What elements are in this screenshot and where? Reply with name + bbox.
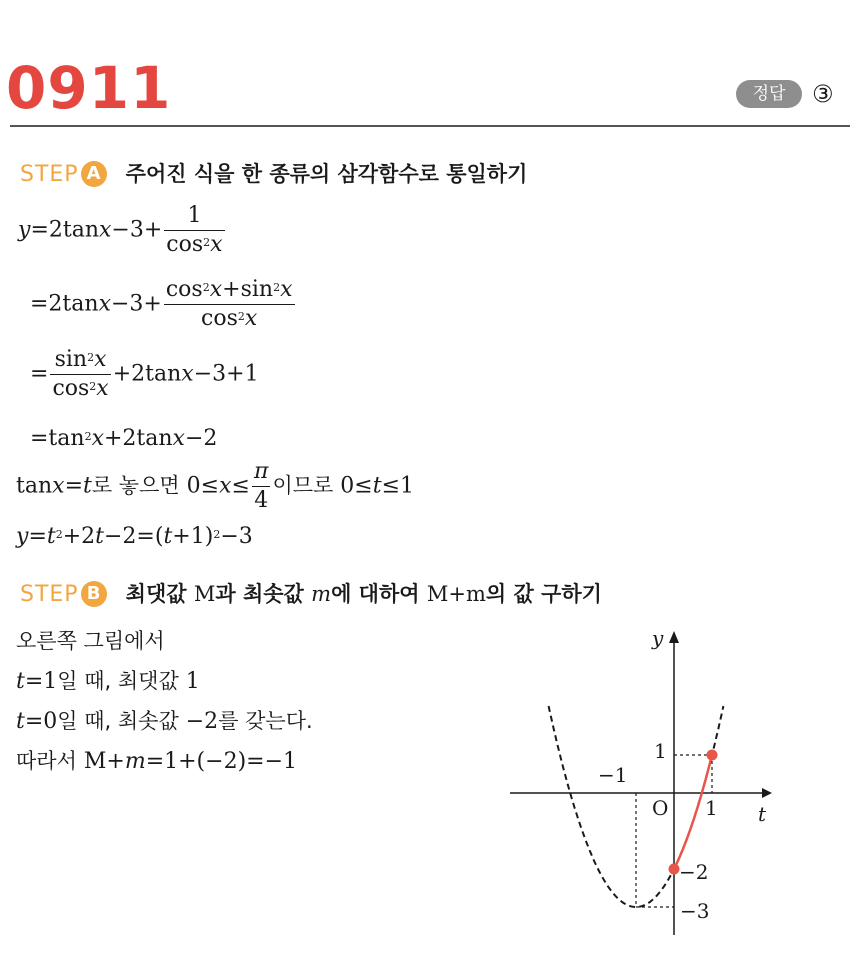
endpoint-max-dot bbox=[707, 750, 718, 761]
step-b-line-1: 오른쪽 그림에서 bbox=[16, 629, 165, 653]
step-a-label: STEP bbox=[20, 162, 79, 187]
tick-label-yneg3: −3 bbox=[680, 899, 710, 923]
step-b-title-M: M bbox=[193, 582, 216, 606]
step-b-heading bbox=[20, 578, 602, 611]
step-b-title-suffix: 의 값 구하기 bbox=[485, 582, 602, 606]
y-axis-arrow bbox=[669, 631, 679, 643]
step-b-label: STEP bbox=[20, 582, 79, 607]
tick-label-yneg2: −2 bbox=[679, 860, 709, 884]
step-a-letter: A bbox=[81, 161, 107, 187]
equation-line-3: = $\frac{\sin^2x}{\cos^2x}$ +2tanx−3+1 bbox=[30, 347, 259, 401]
step-b-title-expr: M+m bbox=[426, 582, 486, 606]
imeuro-text: 이므로 bbox=[272, 473, 334, 498]
step-b-title-mid2: 에 대하여 bbox=[331, 582, 427, 606]
step-b-title-m: m bbox=[311, 582, 332, 606]
step-b-title-prefix: 최댓값 bbox=[125, 582, 194, 606]
tick-label-neg1: −1 bbox=[598, 763, 628, 787]
step-a-heading bbox=[20, 158, 527, 191]
step-b-line-2: t=1일 때, 최댓값 1 bbox=[16, 669, 200, 694]
substitution-line: tanx=t로 놓으면 0≤x≤ $\frac{\pi}{4}$ 이므로 0≤t≤1 bbox=[16, 459, 415, 513]
step-b-line-4: 따라서 M+m=1+(−2)=−1 bbox=[16, 749, 298, 774]
quadratic-graph bbox=[500, 625, 800, 945]
problem-number: 0911 bbox=[6, 54, 172, 122]
equation-line-2: =2tanx−3+ $\frac{\cos^2x+\sin^2x}{\cos^2x}$ bbox=[30, 277, 293, 331]
endpoint-min-dot bbox=[669, 864, 680, 875]
origin-label: O bbox=[652, 796, 669, 820]
step-b-line-3: t=0일 때, 최솟값 −2를 갖는다. bbox=[16, 709, 313, 734]
equation-line-4: $=\tan^2x+2\tan x-2$ bbox=[30, 426, 218, 451]
b-line3-end: 를 갖는다. bbox=[218, 709, 313, 733]
y-axis-label: y bbox=[652, 626, 664, 650]
equation-line-1: y=2tanx−3+ $\frac{1}{\cos^2x}$ bbox=[18, 203, 223, 257]
tick-label-y1: 1 bbox=[654, 739, 667, 763]
b-line2-suffix: 일 때, 최댓값 bbox=[57, 669, 179, 693]
answer-value: ③ bbox=[812, 80, 834, 108]
step-a-title: 주어진 식을 한 종류의 삼각함수로 통일하기 bbox=[125, 162, 528, 186]
t-axis-arrow bbox=[762, 788, 772, 798]
b-line4-prefix: 따라서 bbox=[16, 749, 77, 773]
b-line3-suffix: 일 때, 최솟값 bbox=[57, 709, 179, 733]
step-b-letter: B bbox=[81, 581, 107, 607]
t-axis-label: t bbox=[758, 802, 767, 826]
equation-line-5: $y=t^2+2t-2=(t+1)^2-3$ bbox=[16, 524, 253, 549]
step-b-title-mid: 과 최솟값 bbox=[215, 582, 312, 606]
answer-badge: 정답 bbox=[736, 80, 802, 108]
tick-label-t1: 1 bbox=[705, 796, 718, 820]
sub-phrase: 로 놓으면 bbox=[91, 473, 180, 498]
header-divider bbox=[10, 125, 850, 127]
